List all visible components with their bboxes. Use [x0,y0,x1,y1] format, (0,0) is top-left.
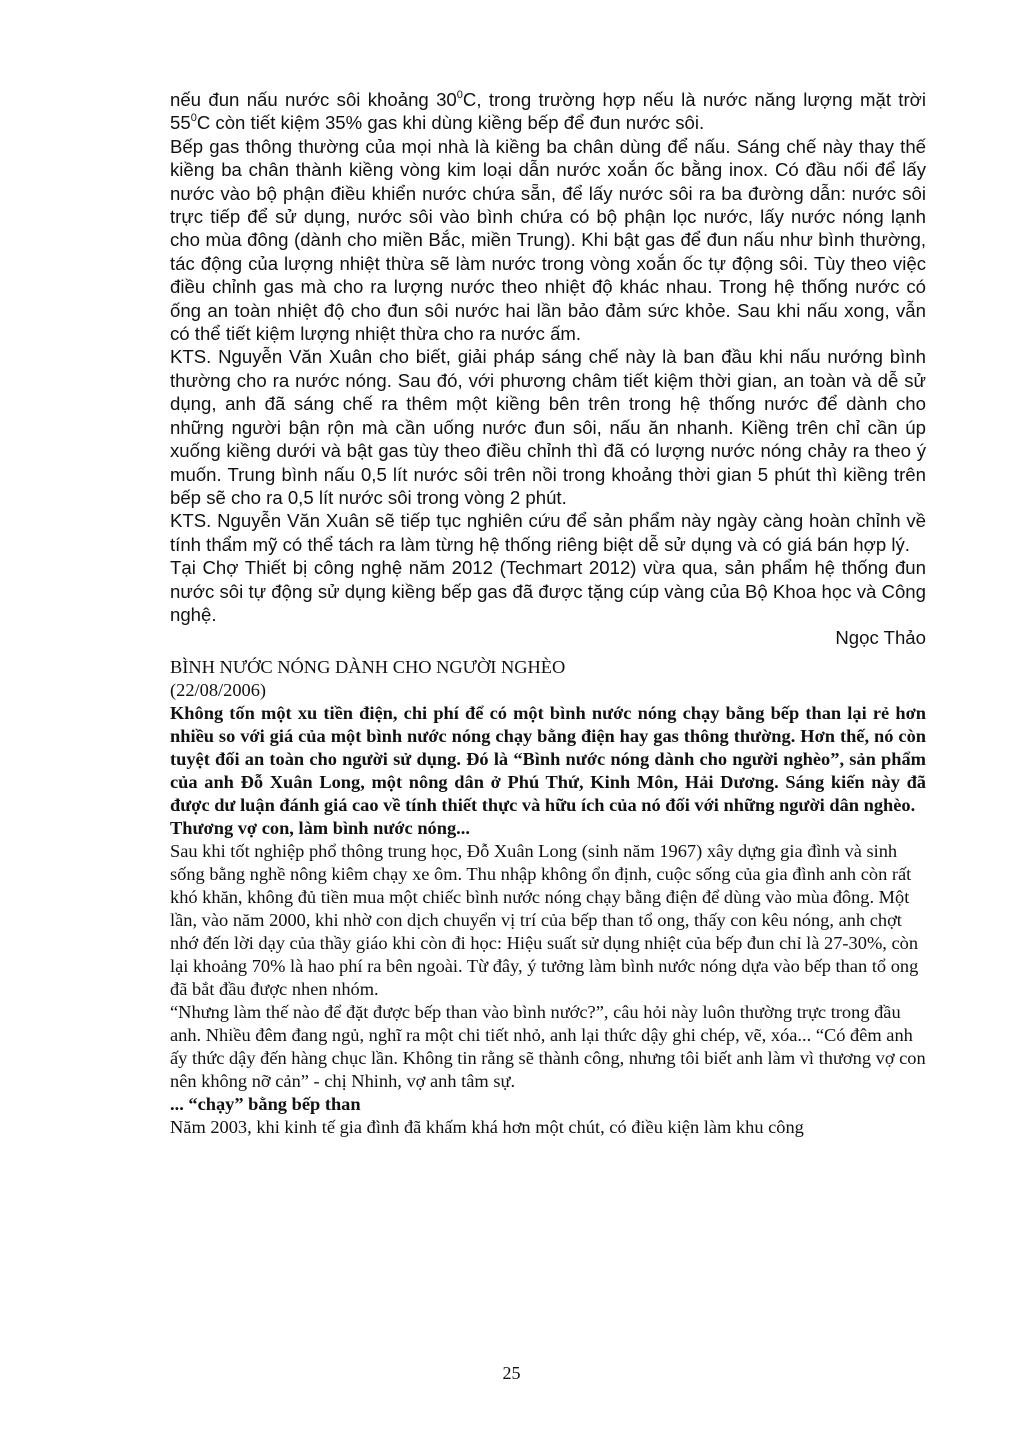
section-heading: Thương vợ con, làm bình nước nóng... [170,817,470,838]
author-signature: Ngọc Thảo [835,627,926,649]
section-heading: ... “chạy” bằng bếp than [170,1093,361,1114]
paragraph: “Nhưng làm thế nào để đặt được bếp than vào bình nước?”, câu hỏi này luôn thường trực trong đầu anh. Nhiều đêm đang ngủ, nghĩ ra một chi tiết nhỏ, anh lại thức dậy ghi chép, vẽ, xóa... “Có đêm anh ấy thức dậy đến hàng chục lần. Không tin rằng sẽ thành công, nhưng tôi biết anh làm vì thương vợ con nên không nỡ cản” - chị Nhinh, vợ anh tâm sự. [170,1001,926,1091]
paragraph: Sau khi tốt nghiệp phổ thông trung học, Đỗ Xuân Long (sinh năm 1967) xây dựng gia đình và sinh sống bằng nghề nông kiêm chạy xe ôm. Thu nhập không ổn định, cuộc sống của gia đình anh còn rất khó khăn, không đủ tiền mua một chiếc bình nước nóng chạy bằng điện để dùng vào mùa đông. Một lần, vào năm 2000, khi nhờ con dịch chuyển vị trí của bếp than tổ ong, thấy con kêu nóng, anh chợt nhớ đến lời dạy của thầy giáo khi còn đi học: Hiệu suất sử dụng nhiệt của bếp đun chỉ là 27-30%, còn lại khoảng 70% là hao phí ra bên ngoài. Từ đây, ý tưởng làm bình nước nóng dựa vào bếp than tổ ong đã bắt đầu được nhen nhóm. [170,840,919,999]
article-one [170,88,926,626]
paragraph: Bếp gas thông thường của mọi nhà là kiềng ba chân dùng để nấu. Sáng chế này thay thế kiềng ba chân thành kiềng vòng kim loại dẫn nước xoắn ốc bằng inox. Có đầu nối để lấy nước vào bộ phận điều khiển nước chứa sẵn, để lấy nước sôi ra ba đường dẫn: nước sôi trực tiếp để sử dụng, nước sôi vào bình chứa có bộ phận lọc nước, lấy nước nóng lạnh cho mùa đông (dành cho miền Bắc, miền Trung). Khi bật gas để đun nấu như bình thường, tác động của lượng nhiệt thừa sẽ làm nước trong vòng xoắn ốc tự động sôi. Tùy theo việc điều chỉnh gas mà cho ra lượng nước theo nhiệt độ khác nhau. Trong hệ thống nước có ống an toàn nhiệt độ cho đun sôi nước hai lần bảo đảm sức khỏe. Sau khi nấu xong, vẫn có thể tiết kiệm lượng nhiệt thừa cho ra nước ấm. [170,135,926,345]
article-date: (22/08/2006) [170,679,267,700]
page-number: 25 [502,1363,521,1383]
superscript: 0 [456,88,463,101]
article-title: BÌNH NƯỚC NÓNG DÀNH CHO NGƯỜI NGHÈO [170,656,566,677]
superscript: 0 [190,112,197,125]
paragraph [170,88,926,135]
paragraph: Năm 2003, khi kinh tế gia đình đã khấm khá hơn một chút, có điều kiện làm khu công [170,1116,804,1137]
paragraph: Tại Chợ Thiết bị công nghệ năm 2012 (Techmart 2012) vừa qua, sản phẩm hệ thống đun nước sôi tự động sử dụng kiềng bếp gas đã được tặng cúp vàng của Bộ Khoa học và Công nghệ. [170,557,926,625]
paragraph: KTS. Nguyễn Văn Xuân cho biết, giải pháp sáng chế này là ban đầu khi nấu nướng bình thường cho ra nước nóng. Sau đó, với phương châm tiết kiệm thời gian, an toàn và dễ sử dụng, anh đã sáng chế ra thêm một kiềng bên trên trong hệ thống nước để dành cho những người bận rộn mà cần uống nước đun sôi, nấu ăn nhanh. Kiềng trên chỉ cần úp xuống kiềng dưới và bật gas tùy theo điều chỉnh thì đã có lượng nước nóng chảy ra theo ý muốn. Trung bình nấu 0,5 lít nước sôi trên nồi trong khoảng thời gian 5 phút thì kiềng trên bếp sẽ cho ra 0,5 lít nước sôi trong vòng 2 phút. [170,346,926,508]
lead-paragraph: Không tốn một xu tiền điện, chi phí để có một bình nước nóng chạy bằng bếp than lại rẻ hơn nhiều so với giá của một bình nước nóng chạy bằng điện hay gas thông thường. Hơn thế, nó còn tuyệt đối an toàn cho người sử dụng. Đó là “Bình nước nóng dành cho người nghèo”, sản phẩm của anh Đỗ Xuân Long, một nông dân ở Phú Thứ, Kinh Môn, Hải Dương. Sáng kiến này đã được dư luận đánh giá cao về tính thiết thực và hữu ích của nó đối với những người dân nghèo. [170,702,926,815]
text-run: nếu đun nấu nước sôi khoảng 30 [170,89,457,110]
text-run: C còn tiết kiệm 35% gas khi dùng kiềng bếp để đun nước sôi. [196,112,705,134]
text-run: C, trong trường hợp nếu là nước năng lượng mặt trời 55 [170,89,926,134]
paragraph: KTS. Nguyễn Văn Xuân sẽ tiếp tục nghiên cứu để sản phẩm này ngày càng hoàn chỉnh về tính thẩm mỹ có thể tách ra làm từng hệ thống riêng biệt dễ sử dụng và có giá bán hợp lý. [170,510,926,555]
article-header [170,656,926,702]
article-two [170,656,926,1139]
page-content [170,88,926,1139]
